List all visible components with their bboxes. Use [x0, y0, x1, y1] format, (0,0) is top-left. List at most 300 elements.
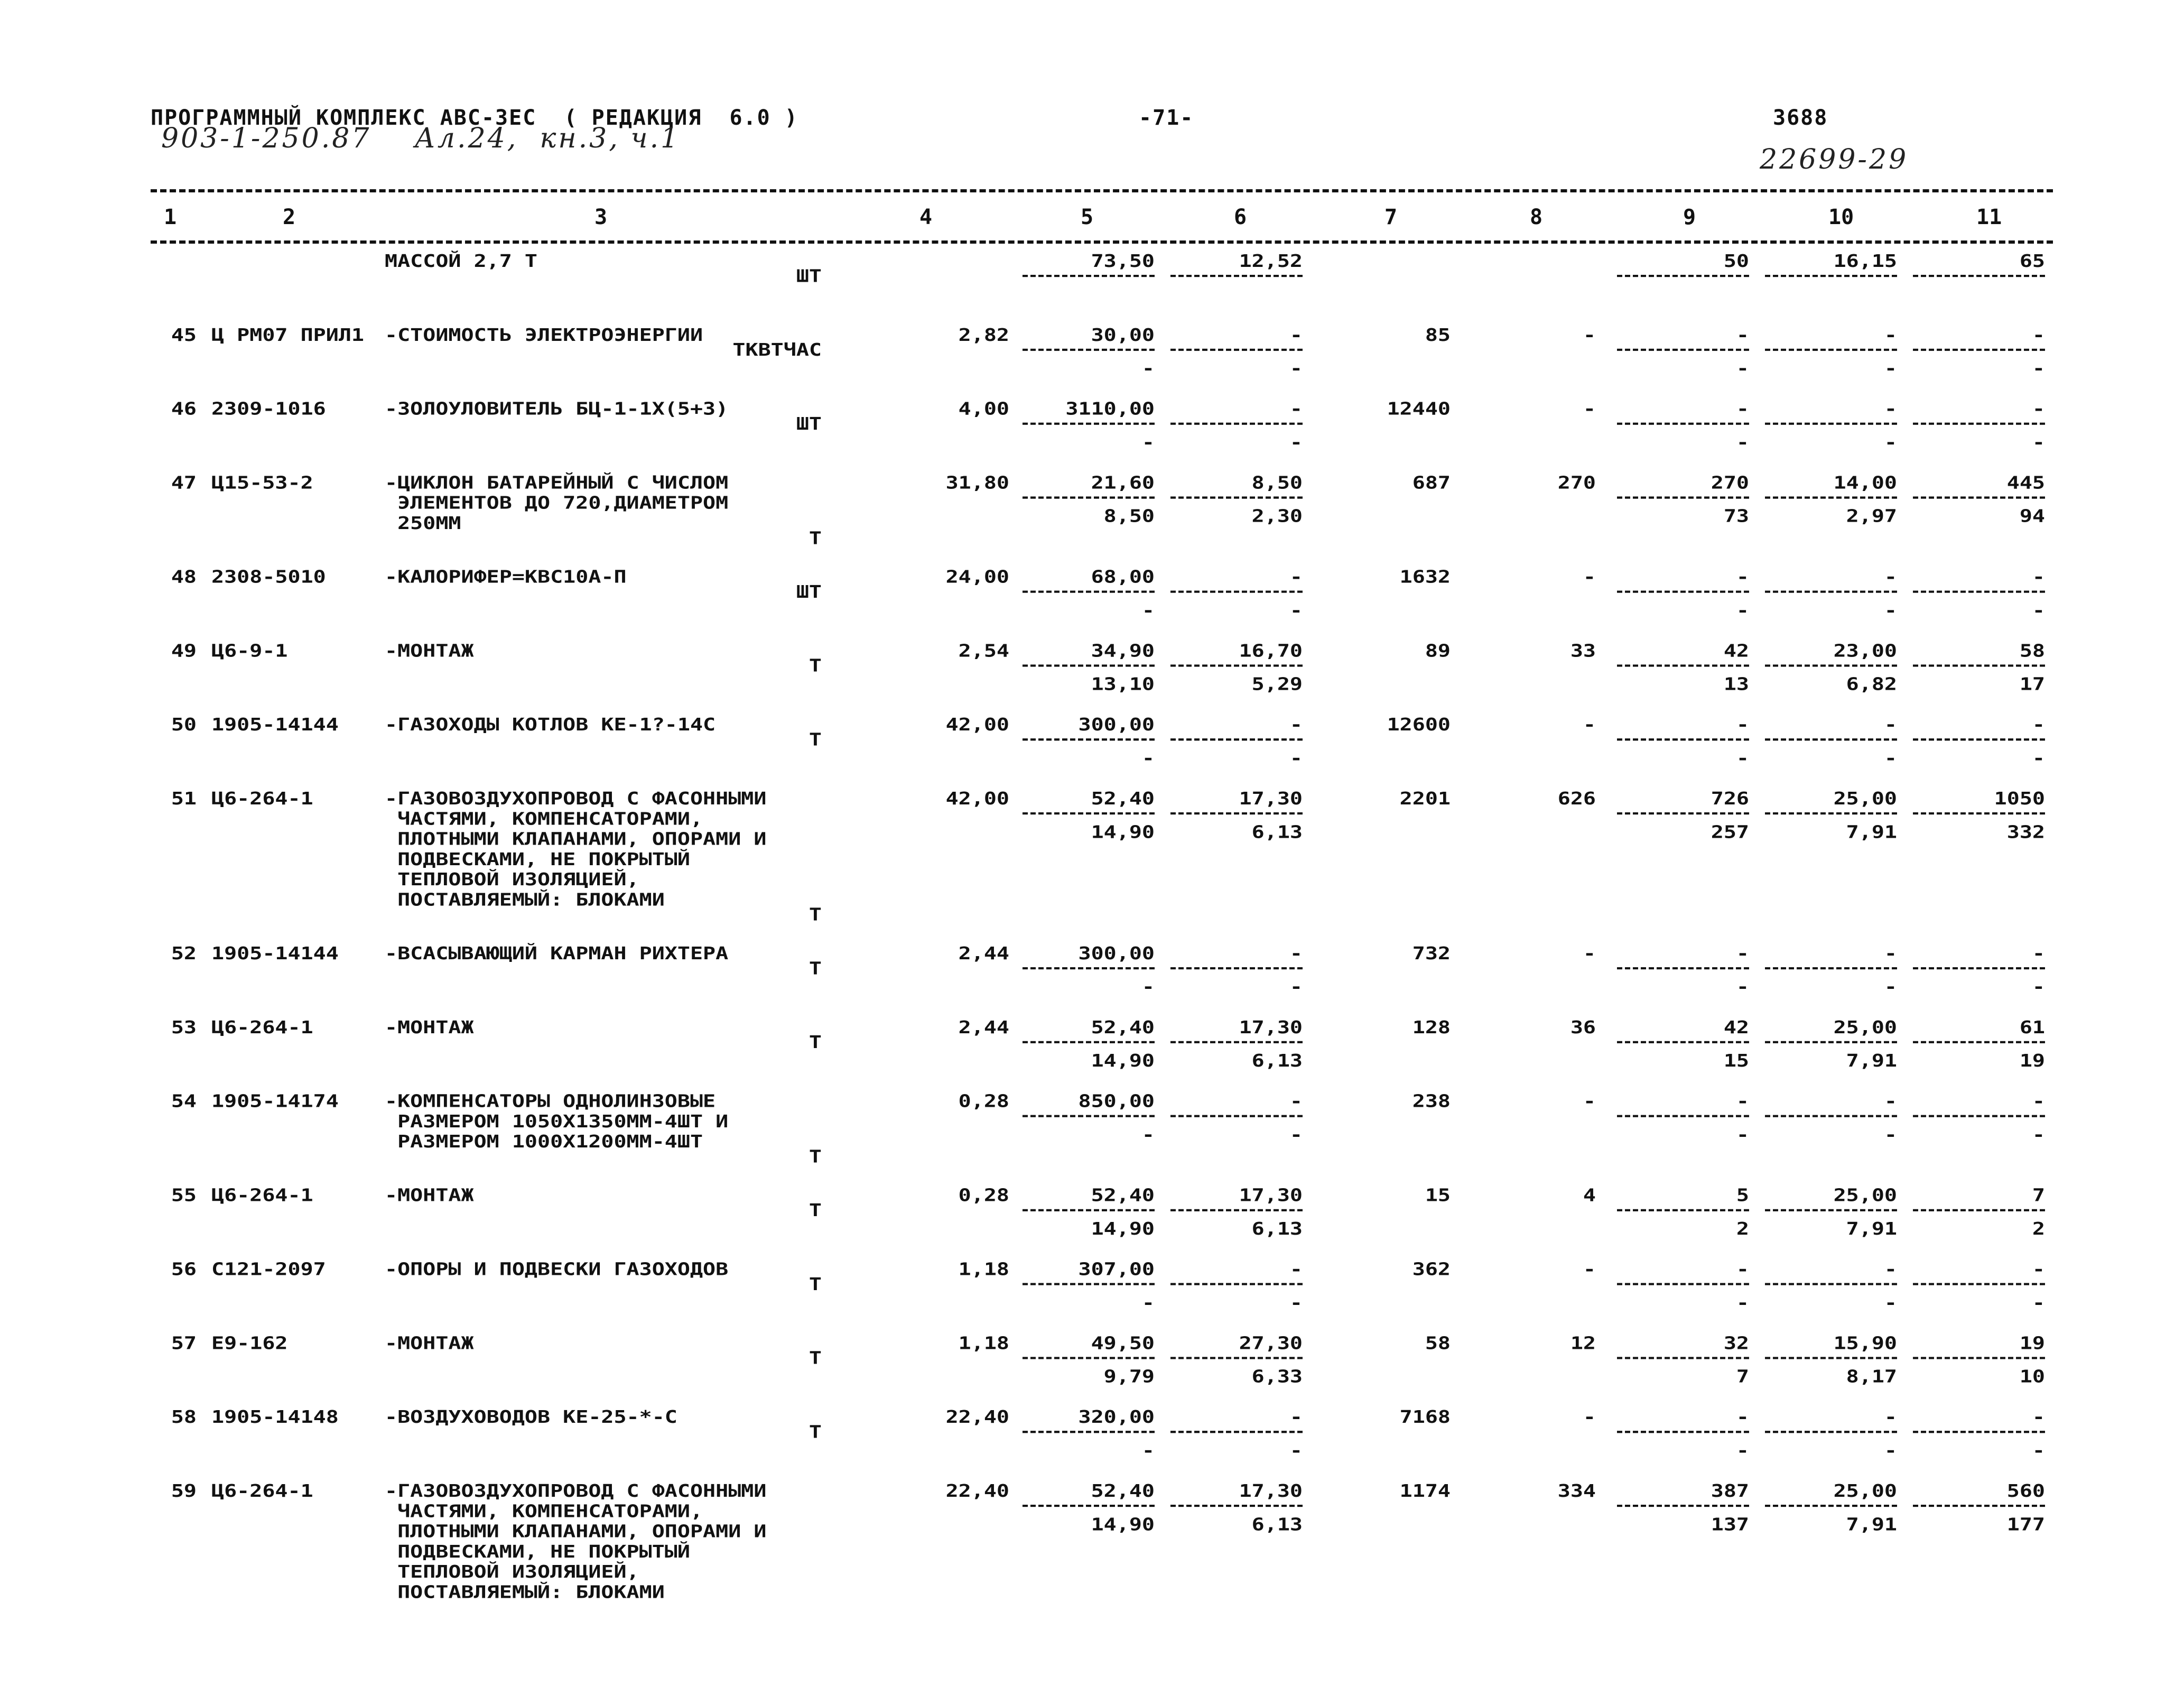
labor-rate-secondary: -: [1884, 358, 1897, 379]
labor-value: 32: [1723, 1333, 1749, 1354]
unit-cost-secondary: 13,10: [1091, 674, 1155, 694]
labor-value: 50: [1723, 251, 1749, 272]
item-description-line: -СТОИМОСТЬ ЭЛЕКТРОЭНЕРГИИ: [385, 325, 703, 346]
row-separator: [1765, 1115, 1897, 1117]
labor-rate: -: [1884, 1091, 1897, 1111]
row-separator: [1913, 1209, 2045, 1211]
row-separator: [1913, 1505, 2045, 1507]
total-wage-cost: 4: [1583, 1185, 1596, 1206]
row-separator: [1913, 275, 2045, 277]
row-separator: [1617, 738, 1749, 740]
labor-total: -: [2032, 943, 2045, 964]
labor-total: 560: [2006, 1481, 2045, 1502]
row-separator: [1617, 1115, 1749, 1117]
table-top-rule: [151, 189, 2053, 192]
unit-cost-secondary: -: [1141, 1440, 1155, 1461]
row-separator: [1913, 423, 2045, 425]
unit-wage-cost: -: [1289, 943, 1303, 964]
labor-value: -: [1736, 567, 1749, 587]
labor-total: -: [2032, 325, 2045, 346]
unit-of-measure: ШТ: [796, 413, 822, 434]
unit-wage-cost: 12,52: [1239, 251, 1303, 272]
labor-rate: 25,00: [1833, 1481, 1897, 1502]
unit-cost-secondary: -: [1141, 600, 1155, 621]
labor-value-secondary: 257: [1711, 822, 1749, 842]
total-cost: 732: [1412, 943, 1451, 964]
labor-total-secondary: 10: [2019, 1366, 2045, 1387]
row-number: 46: [171, 399, 197, 419]
labor-rate: -: [1884, 1407, 1897, 1428]
unit-wage-secondary: -: [1289, 1124, 1303, 1145]
labor-value: 387: [1711, 1481, 1749, 1502]
total-cost: 2201: [1399, 789, 1451, 809]
labor-rate: 14,00: [1833, 473, 1897, 493]
labor-rate-secondary: -: [1884, 600, 1897, 621]
unit-wage-secondary: 6,13: [1251, 1051, 1303, 1071]
unit-cost-secondary: 8,50: [1103, 506, 1155, 527]
table-row: [0, 1407, 2184, 1481]
labor-total: 7: [2032, 1185, 2045, 1206]
column-header: 4: [919, 205, 933, 229]
row-separator: [1170, 591, 1303, 593]
row-separator: [1170, 496, 1303, 498]
item-description-line: ЭЛЕМЕНТОВ ДО 720,ДИАМЕТРОМ: [385, 493, 729, 514]
total-cost: 128: [1412, 1017, 1451, 1038]
column-header: 6: [1234, 205, 1247, 229]
item-description-line: -КОМПЕНСАТОРЫ ОДНОЛИНЗОВЫЕ: [385, 1091, 716, 1111]
labor-value-secondary: -: [1736, 1292, 1749, 1313]
table-row: [0, 943, 2184, 1017]
row-separator: [1765, 496, 1897, 498]
labor-value: 42: [1723, 1017, 1749, 1038]
labor-total-secondary: 332: [2006, 822, 2045, 842]
labor-rate-secondary: 6,82: [1846, 674, 1897, 694]
unit-of-measure: Т: [808, 1422, 822, 1442]
quantity: 22,40: [945, 1407, 1009, 1428]
labor-rate-secondary: 2,97: [1846, 506, 1897, 527]
price-code: 1905-14148: [211, 1407, 339, 1428]
row-separator: [1023, 1357, 1155, 1359]
total-cost: 58: [1425, 1333, 1451, 1354]
labor-total: -: [2032, 567, 2045, 587]
table-row: [0, 789, 2184, 943]
row-separator: [1023, 967, 1155, 969]
item-description-line: ПОДВЕСКАМИ, НЕ ПОКРЫТЫЙ: [385, 849, 690, 870]
row-separator: [1023, 1283, 1155, 1285]
quantity: 1,18: [958, 1333, 1009, 1354]
labor-total: 1050: [1994, 789, 2045, 809]
unit-of-measure: Т: [808, 1348, 822, 1368]
row-separator: [1913, 1041, 2045, 1043]
unit-cost: 21,60: [1091, 473, 1155, 493]
unit-wage-cost: -: [1289, 567, 1303, 587]
program-header: ПРОГРАММНЫЙ КОМПЛЕКС АВС-3ЕС ( РЕДАКЦИЯ 6.0 ): [151, 106, 798, 130]
unit-cost: 300,00: [1078, 943, 1155, 964]
row-separator: [1765, 1209, 1897, 1211]
document-reference: 903-1-250.87 Ал.24, кн.3, ч.1: [161, 123, 681, 154]
item-description-line: -МОНТАЖ: [385, 1185, 474, 1206]
column-header: 9: [1683, 205, 1696, 229]
unit-of-measure: Т: [808, 528, 822, 549]
row-separator: [1617, 1357, 1749, 1359]
labor-rate-secondary: -: [1884, 1440, 1897, 1461]
row-separator: [1913, 967, 2045, 969]
quantity: 24,00: [945, 567, 1009, 587]
unit-wage-cost: 17,30: [1239, 1185, 1303, 1206]
labor-value: -: [1736, 1259, 1749, 1280]
item-description-line: РАЗМЕРОМ 1050Х1350ММ-4ШТ И: [385, 1111, 729, 1132]
total-wage-cost: 33: [1570, 641, 1596, 661]
labor-total-secondary: -: [2032, 748, 2045, 768]
row-separator: [1170, 1209, 1303, 1211]
total-cost: 1174: [1399, 1481, 1451, 1502]
unit-wage-secondary: -: [1289, 748, 1303, 768]
row-separator: [1023, 496, 1155, 498]
labor-rate: 23,00: [1833, 641, 1897, 661]
labor-total: 58: [2019, 641, 2045, 661]
row-separator: [1617, 496, 1749, 498]
item-description-line: ЧАСТЯМИ, КОМПЕНСАТОРАМИ,: [385, 1501, 703, 1522]
item-description-line: -ОПОРЫ И ПОДВЕСКИ ГАЗОХОДОВ: [385, 1259, 729, 1280]
quantity: 2,44: [958, 943, 1009, 964]
unit-cost: 307,00: [1078, 1259, 1155, 1280]
total-cost: 687: [1412, 473, 1451, 493]
labor-value: -: [1736, 399, 1749, 419]
unit-wage-cost: 17,30: [1239, 789, 1303, 809]
row-separator: [1170, 423, 1303, 425]
table-row: [0, 1481, 2184, 1636]
row-number: 50: [171, 715, 197, 735]
price-code: Ц РМ07 ПРИЛ1: [211, 325, 364, 346]
unit-cost-secondary: -: [1141, 432, 1155, 453]
unit-wage-cost: 27,30: [1239, 1333, 1303, 1354]
total-wage-cost: -: [1583, 1259, 1596, 1280]
row-separator: [1765, 738, 1897, 740]
row-separator: [1023, 1209, 1155, 1211]
unit-cost: 30,00: [1091, 325, 1155, 346]
labor-total: -: [2032, 399, 2045, 419]
labor-value: -: [1736, 1091, 1749, 1111]
row-separator: [1913, 1115, 2045, 1117]
table-row: [0, 641, 2184, 715]
row-number: 48: [171, 567, 197, 587]
labor-rate: -: [1884, 399, 1897, 419]
unit-cost-secondary: 14,90: [1091, 1219, 1155, 1239]
quantity: 2,44: [958, 1017, 1009, 1038]
labor-rate-secondary: 7,91: [1846, 1051, 1897, 1071]
labor-rate-secondary: -: [1884, 977, 1897, 997]
total-cost: 238: [1412, 1091, 1451, 1111]
row-separator: [1913, 591, 2045, 593]
labor-total-secondary: 17: [2019, 674, 2045, 694]
labor-value: 270: [1711, 473, 1749, 493]
column-header: 11: [1976, 205, 2002, 229]
unit-wage-cost: -: [1289, 325, 1303, 346]
unit-of-measure: Т: [808, 1146, 822, 1167]
labor-rate: -: [1884, 567, 1897, 587]
price-code: Ц6-264-1: [211, 1017, 313, 1038]
item-description-line: -ЗОЛОУЛОВИТЕЛЬ БЦ-1-1Х(5+3): [385, 399, 729, 419]
labor-value-secondary: -: [1736, 977, 1749, 997]
row-separator: [1617, 1209, 1749, 1211]
total-wage-cost: 36: [1570, 1017, 1596, 1038]
row-separator: [1023, 664, 1155, 666]
column-header: 8: [1530, 205, 1543, 229]
unit-of-measure: Т: [808, 729, 822, 750]
labor-rate: 25,00: [1833, 789, 1897, 809]
unit-of-measure: ШТ: [796, 581, 822, 603]
unit-wage-cost: -: [1289, 399, 1303, 419]
labor-total-secondary: -: [2032, 1124, 2045, 1145]
row-number: 57: [171, 1333, 197, 1354]
row-separator: [1765, 812, 1897, 814]
column-header: 1: [164, 205, 177, 229]
row-separator: [1617, 423, 1749, 425]
row-separator: [1170, 1283, 1303, 1285]
unit-cost-secondary: -: [1141, 358, 1155, 379]
row-separator: [1170, 664, 1303, 666]
labor-value: -: [1736, 943, 1749, 964]
total-cost: 1632: [1399, 567, 1451, 587]
labor-total-secondary: 177: [2006, 1514, 2045, 1535]
unit-cost: 300,00: [1078, 715, 1155, 735]
total-wage-cost: -: [1583, 715, 1596, 735]
item-description-line: -ВСАСЫВАЮЩИЙ КАРМАН РИХТЕРА: [385, 943, 729, 964]
item-description-line: РАЗМЕРОМ 1000Х1200ММ-4ШТ: [385, 1132, 703, 1152]
table-body: [0, 251, 2184, 1602]
quantity: 2,54: [958, 641, 1009, 661]
labor-value-secondary: 7: [1736, 1366, 1749, 1387]
column-header: 5: [1081, 205, 1094, 229]
total-cost: 12440: [1387, 399, 1451, 419]
quantity: 0,28: [958, 1185, 1009, 1206]
labor-value-secondary: -: [1736, 600, 1749, 621]
unit-of-measure: Т: [808, 1032, 822, 1053]
labor-value-secondary: 73: [1723, 506, 1749, 527]
unit-cost: 850,00: [1078, 1091, 1155, 1111]
labor-total: 445: [2006, 473, 2045, 493]
unit-of-measure: Т: [808, 958, 822, 979]
row-separator: [1913, 664, 2045, 666]
unit-wage-cost: 8,50: [1251, 473, 1303, 493]
labor-value-secondary: 13: [1723, 674, 1749, 694]
table-row: [0, 1091, 2184, 1185]
row-separator: [1170, 967, 1303, 969]
item-description-line: МАССОЙ 2,7 Т: [385, 251, 537, 272]
row-separator: [1023, 812, 1155, 814]
labor-total: -: [2032, 1407, 2045, 1428]
price-code: Ц6-264-1: [211, 1481, 313, 1502]
row-separator: [1765, 349, 1897, 351]
unit-wage-secondary: -: [1289, 1440, 1303, 1461]
price-code: 2308-5010: [211, 567, 326, 587]
labor-value: 726: [1711, 789, 1749, 809]
labor-value: -: [1736, 325, 1749, 346]
row-separator: [1617, 1283, 1749, 1285]
item-description-line: -ЦИКЛОН БАТАРЕЙНЫЙ С ЧИСЛОМ: [385, 473, 729, 493]
labor-total: 65: [2019, 251, 2045, 272]
labor-rate: 25,00: [1833, 1185, 1897, 1206]
unit-wage-secondary: -: [1289, 977, 1303, 997]
unit-wage-secondary: -: [1289, 358, 1303, 379]
labor-rate: -: [1884, 325, 1897, 346]
unit-of-measure: ТКВТЧАС: [732, 340, 822, 360]
unit-wage-secondary: 6,13: [1251, 1514, 1303, 1535]
unit-wage-cost: -: [1289, 1407, 1303, 1428]
labor-rate: 16,15: [1833, 251, 1897, 272]
item-description-line: ПОСТАВЛЯЕМЫЙ: БЛОКАМИ: [385, 1582, 665, 1602]
unit-cost: 52,40: [1091, 789, 1155, 809]
row-separator: [1170, 1041, 1303, 1043]
row-separator: [1617, 664, 1749, 666]
unit-wage-cost: -: [1289, 715, 1303, 735]
unit-cost-secondary: -: [1141, 1292, 1155, 1313]
column-header: 10: [1828, 205, 1854, 229]
row-number: 58: [171, 1407, 197, 1428]
item-description-line: -МОНТАЖ: [385, 641, 474, 661]
table-row: [0, 325, 2184, 399]
labor-rate: -: [1884, 943, 1897, 964]
unit-cost-secondary: -: [1141, 1124, 1155, 1145]
labor-total: 61: [2019, 1017, 2045, 1038]
labor-rate-secondary: 7,91: [1846, 1219, 1897, 1239]
unit-wage-secondary: 6,33: [1251, 1366, 1303, 1387]
unit-wage-cost: 16,70: [1239, 641, 1303, 661]
item-description-line: ЧАСТЯМИ, КОМПЕНСАТОРАМИ,: [385, 809, 703, 829]
column-header: 2: [283, 205, 296, 229]
total-wage-cost: -: [1583, 567, 1596, 587]
row-separator: [1765, 967, 1897, 969]
row-separator: [1765, 664, 1897, 666]
labor-total-secondary: 94: [2019, 506, 2045, 527]
row-separator: [1617, 591, 1749, 593]
price-code: С121-2097: [211, 1259, 326, 1280]
unit-wage-cost: -: [1289, 1259, 1303, 1280]
labor-value-secondary: -: [1736, 432, 1749, 453]
row-number: 59: [171, 1481, 197, 1502]
row-separator: [1023, 1431, 1155, 1433]
row-separator: [1913, 1357, 2045, 1359]
row-separator: [1765, 591, 1897, 593]
total-cost: 89: [1425, 641, 1451, 661]
quantity: 0,28: [958, 1091, 1009, 1111]
row-separator: [1170, 1115, 1303, 1117]
total-wage-cost: -: [1583, 1091, 1596, 1111]
row-separator: [1913, 349, 2045, 351]
row-separator: [1170, 275, 1303, 277]
row-separator: [1765, 423, 1897, 425]
unit-wage-secondary: -: [1289, 432, 1303, 453]
column-header: 7: [1384, 205, 1398, 229]
unit-cost-secondary: 9,79: [1103, 1366, 1155, 1387]
labor-total: -: [2032, 1091, 2045, 1111]
labor-value: -: [1736, 1407, 1749, 1428]
labor-rate: -: [1884, 715, 1897, 735]
labor-rate-secondary: 7,91: [1846, 822, 1897, 842]
unit-wage-secondary: 6,13: [1251, 822, 1303, 842]
labor-value-secondary: -: [1736, 1124, 1749, 1145]
item-description-line: ПОДВЕСКАМИ, НЕ ПОКРЫТЫЙ: [385, 1541, 690, 1562]
labor-rate-secondary: -: [1884, 1124, 1897, 1145]
item-description-line: -МОНТАЖ: [385, 1017, 474, 1038]
row-separator: [1170, 1431, 1303, 1433]
item-description-line: -ГАЗОВОЗДУХОПРОВОД С ФАСОННЫМИ: [385, 789, 767, 809]
row-separator: [1170, 349, 1303, 351]
column-header-row: [0, 205, 2184, 231]
row-number: 54: [171, 1091, 197, 1111]
labor-value-secondary: 2: [1736, 1219, 1749, 1239]
labor-value: 5: [1736, 1185, 1749, 1206]
item-description-line: 250ММ: [385, 513, 461, 534]
total-wage-cost: -: [1583, 325, 1596, 346]
row-separator: [1765, 1041, 1897, 1043]
unit-wage-secondary: 2,30: [1251, 506, 1303, 527]
unit-of-measure: Т: [808, 655, 822, 676]
quantity: 4,00: [958, 399, 1009, 419]
labor-total: 19: [2019, 1333, 2045, 1354]
unit-of-measure: ШТ: [796, 266, 822, 286]
labor-total-secondary: 2: [2032, 1219, 2045, 1239]
item-description-line: ТЕПЛОВОЙ ИЗОЛЯЦИЕЙ,: [385, 1562, 639, 1582]
labor-total: -: [2032, 715, 2045, 735]
unit-wage-cost: 17,30: [1239, 1481, 1303, 1502]
labor-rate-secondary: -: [1884, 1292, 1897, 1313]
unit-cost: 320,00: [1078, 1407, 1155, 1428]
total-wage-cost: -: [1583, 399, 1596, 419]
unit-cost: 3110,00: [1065, 399, 1155, 419]
item-description-line: ТЕПЛОВОЙ ИЗОЛЯЦИЕЙ,: [385, 869, 639, 890]
unit-cost: 52,40: [1091, 1185, 1155, 1206]
table-row: [0, 399, 2184, 473]
row-separator: [1765, 1505, 1897, 1507]
item-description-line: ПЛОТНЫМИ КЛАПАНАМИ, ОПОРАМИ И: [385, 829, 767, 849]
table-row: [0, 1185, 2184, 1259]
row-separator: [1023, 1041, 1155, 1043]
total-wage-cost: -: [1583, 943, 1596, 964]
row-separator: [1765, 1357, 1897, 1359]
row-number: 53: [171, 1017, 197, 1038]
price-code: 1905-14174: [211, 1091, 339, 1111]
table-row: [0, 251, 2184, 325]
row-separator: [1617, 275, 1749, 277]
row-number: 51: [171, 789, 197, 809]
row-separator: [1913, 496, 2045, 498]
unit-cost: 34,90: [1091, 641, 1155, 661]
unit-cost-secondary: -: [1141, 977, 1155, 997]
row-separator: [1170, 1357, 1303, 1359]
row-separator: [1023, 1505, 1155, 1507]
row-separator: [1023, 349, 1155, 351]
row-separator: [1023, 1115, 1155, 1117]
row-separator: [1913, 738, 2045, 740]
total-cost: 362: [1412, 1259, 1451, 1280]
labor-value-secondary: 137: [1711, 1514, 1749, 1535]
row-separator: [1617, 812, 1749, 814]
labor-total-secondary: -: [2032, 358, 2045, 379]
sheet-number: 3688: [1773, 106, 1828, 130]
labor-rate-secondary: 7,91: [1846, 1514, 1897, 1535]
row-number: 45: [171, 325, 197, 346]
quantity: 42,00: [945, 789, 1009, 809]
price-code: 2309-1016: [211, 399, 326, 419]
unit-cost: 49,50: [1091, 1333, 1155, 1354]
row-separator: [1765, 275, 1897, 277]
quantity: 1,18: [958, 1259, 1009, 1280]
unit-cost-secondary: -: [1141, 748, 1155, 768]
row-separator: [1913, 1283, 2045, 1285]
row-number: 56: [171, 1259, 197, 1280]
quantity: 31,80: [945, 473, 1009, 493]
